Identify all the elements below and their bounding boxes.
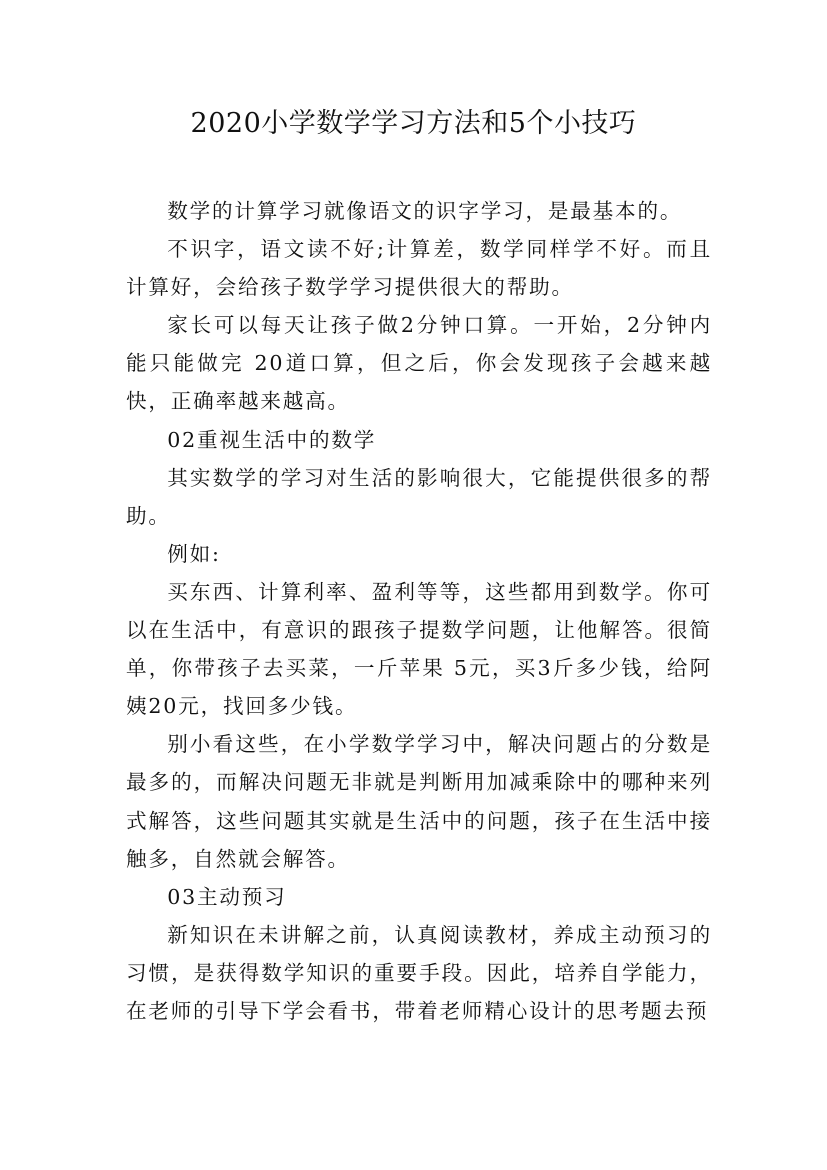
paragraph-problem-solving: 别小看这些，在小学数学学习中，解决问题占的分数是最多的，而解决问题无非就是判断用加减乘除中的哪种来列式解答，这些问题其实就是生活中的问题，孩子在生活中接触多，自然就会解答。 (126, 732, 712, 871)
section-heading-03: 03主动预习 (167, 884, 287, 909)
paragraph-intro: 数学的计算学习就像语文的识字学习，是最基本的。 (167, 199, 683, 223)
document-body (126, 192, 712, 1030)
paragraph-calculation: 不识字，语文读不好;计算差，数学同样学不好。而且计算好，会给孩子数学学习提供很大的帮助。 (126, 237, 712, 300)
paragraph-shopping-example: 买东西、计算利率、盈利等等，这些都用到数学。你可以在生活中，有意识的跟孩子提数学问题，让他解答。很简单，你带孩子去买菜，一斤苹果 5元，买3斤多少钱，给阿姨20元，找回多少钱。 (126, 579, 712, 719)
paragraph-mental-math: 家长可以每天让孩子做2分钟口算。一开始，2分钟内能只能做完 20道口算，但之后，你会发现孩子会越来越快，正确率越来越高。 (126, 313, 712, 414)
document-title: 2020小学数学学习方法和5个小技巧 (190, 108, 637, 139)
paragraph-example-label: 例如: (167, 541, 221, 566)
paragraph-life-math: 其实数学的学习对生活的影响很大，它能提供很多的帮助。 (126, 465, 712, 528)
section-heading-02: 02重视生活中的数学 (167, 427, 377, 452)
paragraph-preview: 新知识在未讲解之前，认真阅读教材，养成主动预习的习惯，是获得数学知识的重要手段。因此，培养自学能力，在老师的引导下学会看书，带着老师精心设计的思考题去预 (126, 922, 712, 1023)
